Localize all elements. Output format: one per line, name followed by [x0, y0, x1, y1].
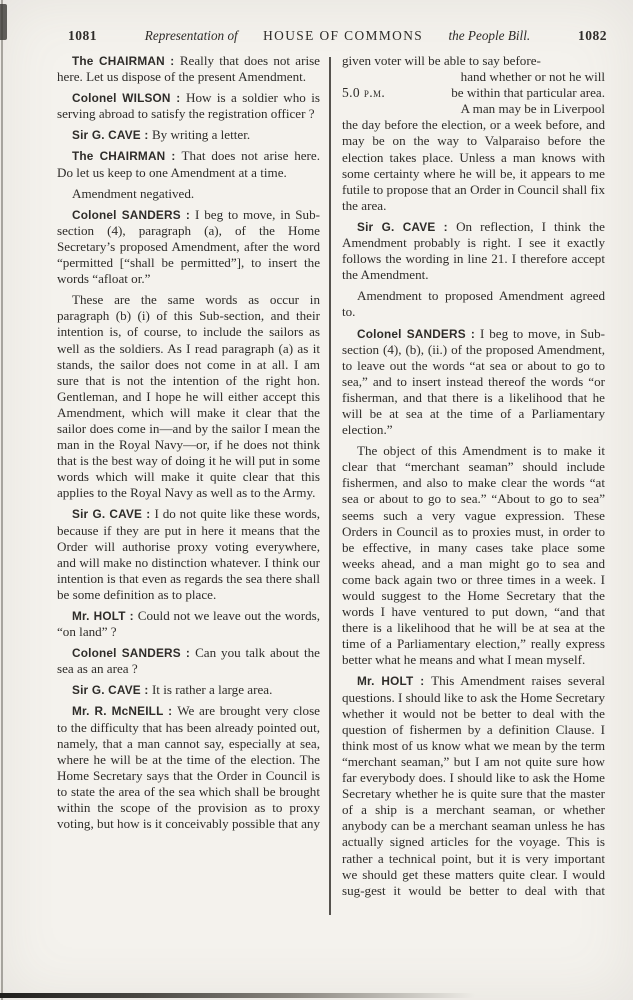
column-divider-rule	[329, 57, 331, 915]
speech-paragraph: Mr. HOLT : This Amendment raises several questions. I should like to ask the Home Secretary whether it would not be better to deal with the question of fishermen by a definition Clause. I think most of us know what we mean by the term “merchant seaman,” but I am not quite sure how far everybody does. I should like to ask the Home Secretary whether he is quite sure that the master of a ship is a merchant seaman, or whether anybody can be a merchant seaman unless he has actually signed articles for the voyage. This is rather a technical point, but it is very important we should get these matters quite clear. I would sug-gest it would be better to deal with that	[342, 673, 605, 898]
speech-paragraph: Mr. R. McNEILL : We are brought very close to the difficulty that has been already pointed out, namely, that a man cannot say, especially at sea, where he will be at the time of the election. The Home Secretary says that the Order in Council is to state the area of the sea which shall be brought within the scope of the provision as to proxy voting, but how is it conceivably possible that any	[57, 703, 320, 832]
speaker-name: Sir G. CAVE :	[72, 128, 152, 143]
speech-paragraph: The CHAIRMAN : Really that does not arise here. Let us dispose of the present Amendment.	[57, 53, 320, 85]
right-column-paragraphs	[342, 219, 605, 899]
speech-paragraph: Mr. HOLT : Could not we leave out the words, “on land” ?	[57, 608, 320, 640]
left-column-number: 1081	[68, 28, 97, 43]
time-marker: 5.0 p.m.	[342, 85, 386, 101]
speech-paragraph: Sir G. CAVE : It is rather a large area.	[72, 682, 273, 698]
scan-artifact-left-smudge	[0, 4, 7, 40]
speaker-name: Mr. R. McNEILL :	[72, 704, 178, 719]
running-header	[0, 0, 633, 44]
right-text-column	[342, 53, 605, 904]
left-text-column	[57, 53, 320, 904]
speaker-name: Colonel SANDERS :	[72, 646, 196, 661]
header-house-of-commons: HOUSE OF COMMONS	[263, 28, 424, 43]
speaker-name: The CHAIRMAN :	[72, 54, 180, 68]
speaker-name: The CHAIRMAN :	[72, 149, 182, 164]
scan-artifact-left-edge	[1, 0, 3, 1000]
speaker-name: Sir G. CAVE :	[72, 507, 155, 522]
opening-line-3-text: be within that particular area.	[451, 85, 605, 101]
continued-paragraph-with-time-marker	[342, 53, 605, 214]
opening-line-3	[342, 85, 605, 101]
opening-line-2: hand whether or not he will	[460, 69, 605, 85]
opening-rest: the day before the election, or a week before, and may be on the way to Valparaiso before the election takes place. Unless a man knows with some certainty where he will be, it appears to me futile to propose that an Order in Council shall fix the area.	[342, 117, 605, 213]
speaker-name: Colonel SANDERS :	[357, 326, 481, 341]
opening-line-4: A man may be in Liverpool	[460, 101, 605, 117]
scan-artifact-bottom-band	[0, 993, 475, 998]
speaker-name: Colonel SANDERS :	[72, 207, 196, 222]
speech-paragraph: Colonel WILSON : How is a soldier who is serving abroad to satisfy the registration officer ?	[57, 90, 320, 122]
header-italic-left: Representation of	[144, 28, 238, 43]
speech-paragraph: Sir G. CAVE : I do not quite like these words, because if they are put in here it means that the Order will authorise proxy voting everywhere, and will make no distinction whatever. I think our intention is that even as regards the sea there shall be some definition as to place.	[57, 506, 321, 602]
speech-paragraph: Sir G. CAVE : On reflection, I think the Amendment probably is right. I see it exactly follows the wording in line 21. I therefore accept the Amendment.	[342, 218, 605, 283]
paragraph: The object of this Amendment is to make it clear that “merchant seaman” should include fishermen, and also to make clear the words “at sea or about to go to sea.” “About to go to sea” seems such a very vague expression. These Orders in Council as to proxies must, in order to be effective, in many cases take place some weeks ahead, and a man might go to sea and come back again two or three times in a week. I would suggest to the Home Secretary that the words I have ventured to put down, “and that there is a likelihood that he will be at sea at the time of a Parliamentary election,” really express better what he means and what I mean myself.	[342, 443, 605, 668]
right-column-number: 1082	[578, 28, 607, 43]
running-header-title	[97, 28, 578, 44]
speaker-name: Mr. HOLT :	[72, 609, 138, 623]
paragraph: These are the same words as occur in paragraph (b) (i) of this Sub-section, and their intention is, of course, to include the sailors as well as the soldiers. As I read paragraph (a) as it stands, the sailor does not come in at all. I am sure that is not the intention of the right hon. Gentleman, and I hope he will either accept this Amendment, which will make it clear that the sailor does come in—and by the sailor I mean the man in the Royal Navy—or, if he does not think that is the best way of doing it he will put in some words which will make it quite clear that this applies to the Royal Navy as well as to the Army.	[57, 292, 320, 501]
speech-paragraph: Colonel SANDERS : Can you talk about the sea as an area ?	[57, 645, 320, 677]
opening-line-1: given voter will be able to say before-	[342, 53, 541, 68]
paragraph: Amendment to proposed Amendment agreed to.	[342, 288, 605, 320]
speech-paragraph: Sir G. CAVE : By writing a letter.	[72, 127, 251, 143]
speech-paragraph: Colonel SANDERS : I beg to move, in Sub-section (4), (b), (ii.) of the proposed Amendment, to leave out the words “at sea or about to go to sea,” and to insert instead thereof the words “or fisherman, and that there is a likelihood that he will be at sea at the time of a Parliamentary election.”	[342, 325, 605, 438]
two-column-text	[0, 44, 633, 904]
speech-paragraph: The CHAIRMAN : That does not arise here. Do let us keep to one Amendment at a time.	[57, 148, 320, 180]
speaker-name: Colonel WILSON :	[72, 91, 187, 106]
header-italic-right: the People Bill.	[448, 28, 531, 43]
speech-paragraph: Colonel SANDERS : I beg to move, in Sub-section (4), paragraph (a), of the Home Secretary’s proposed Amendment, after the word “permitted [“shall be permitted”], to insert the words “afloat or.”	[57, 206, 320, 287]
speaker-name: Mr. HOLT :	[357, 674, 432, 689]
speaker-name: Sir G. CAVE :	[357, 219, 457, 234]
speaker-name: Sir G. CAVE :	[72, 683, 152, 698]
paragraph: Amendment negatived.	[72, 185, 195, 201]
